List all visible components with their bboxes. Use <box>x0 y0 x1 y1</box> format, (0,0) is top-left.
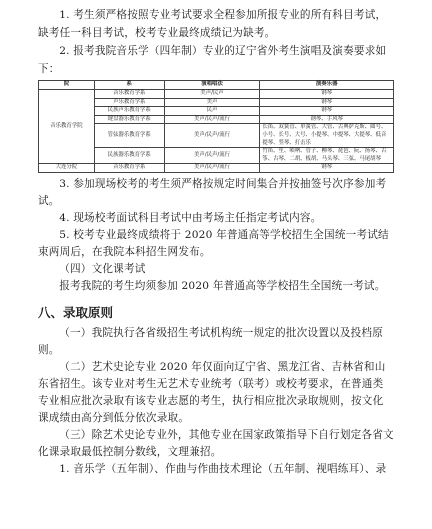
table-cell: 钢琴 <box>260 164 394 173</box>
subsection-title: （四）文化课考试 <box>59 262 146 275</box>
table-cell: 美声/民声/流行 <box>164 148 260 164</box>
table-header: 院 <box>39 81 95 90</box>
table-cell: 美声/民声/流行 <box>164 124 260 148</box>
paragraph: 1. 音乐学（五年制）、作曲与作曲技术理论（五年制、视唱练耳）、录 <box>59 462 387 475</box>
table-cell: 民声 <box>164 107 260 116</box>
table-cell: 美声/民声/流行 <box>164 164 260 173</box>
table-cell: 管弦器乐教育学系 <box>94 124 164 148</box>
table-cell: 音乐教育学系 <box>94 164 164 173</box>
table-cell: 声乐教育学系 <box>94 98 164 107</box>
table-header-row <box>39 81 394 90</box>
paragraph: 5. 校考专业最终成绩将于 2020 年普通高等学校招生全国统一考试结束两周后，在我院本科招生网发布。 <box>38 228 389 258</box>
table-cell: 美声/民声/流行 <box>164 115 260 124</box>
paragraph: （三）除艺术史论专业外，其他专业在国家政策指导下自行划定各省文化课录取最低控制分数线，文理兼招。 <box>38 428 394 458</box>
table-row <box>39 164 394 173</box>
table-header: 系 <box>94 81 164 90</box>
table-cell: 美声/民声 <box>164 90 260 99</box>
section-heading: 八、录取原则 <box>38 304 114 320</box>
paragraph: 3. 参加现场校考的考生须严格按规定时间集合并按抽签号次序参加考试。 <box>38 177 387 207</box>
table-cell-college: 音乐教育学院 <box>39 90 95 164</box>
table-cell: 竹笛、笙、唢呐、管子、柳琴、琵琶、阮、扬琴、古筝、古琴、二胡、板胡、马头琴、三弦、马尾胡琴 <box>260 148 394 164</box>
paragraph: 4. 现场校考面试科目考试中由考场主任指定考试内容。 <box>59 211 322 224</box>
table-cell-college: 大连分院 <box>39 164 95 173</box>
table-header: 演唱唱法 <box>164 81 260 90</box>
performance-requirements-table <box>38 80 394 173</box>
table-cell: 音乐教育学系 <box>94 90 164 99</box>
table-row <box>39 90 394 99</box>
table-cell: 民族器乐教育学系 <box>94 148 164 164</box>
paragraph: 报考我院的考生均须参加 2020 年普通高等学校招生全国统一考试。 <box>59 279 386 292</box>
table-header: 演奏乐器 <box>260 81 394 90</box>
paragraph: 2. 报考我院音乐学（四年制）专业的辽宁省外考生演唱及演奏要求如下： <box>38 45 387 75</box>
table-cell: 钢琴 <box>260 107 394 116</box>
paragraph: （二）艺术史论专业 2020 年仅面向辽宁省、黑龙江省、吉林省和山东省招生。该专业对考生无艺术专业统考（联考）或校考要求，在普通类专业相应批次录取有该专业志愿的考生，执行相应批次录取规则，按文化课成绩由高分到低分依次录取。 <box>38 360 386 424</box>
table-cell: 钢琴、手风琴 <box>260 115 394 124</box>
paragraph: （一）我院执行各省级招生考试机构统一规定的批次设置以及投档原则。 <box>38 326 383 356</box>
table-cell: 钢琴 <box>260 98 394 107</box>
table-cell: 钢琴 <box>260 90 394 99</box>
table-cell: 美声 <box>164 98 260 107</box>
table-cell: 民族声乐教育学系 <box>94 107 164 116</box>
paragraph: 1. 考生须严格按照专业考试要求全程参加所报专业的所有科目考试，缺考任一科目考试，校考专业最终成绩记为缺考。 <box>38 9 387 39</box>
table-cell: 键盘器乐教育学系 <box>94 115 164 124</box>
table-cell: 长笛、双簧管、单簧管、大管、古典萨克斯、圆号、小号、长号、大号、小提琴、中提琴、大提琴、低音提琴、竖琴、打击乐 <box>260 124 394 148</box>
